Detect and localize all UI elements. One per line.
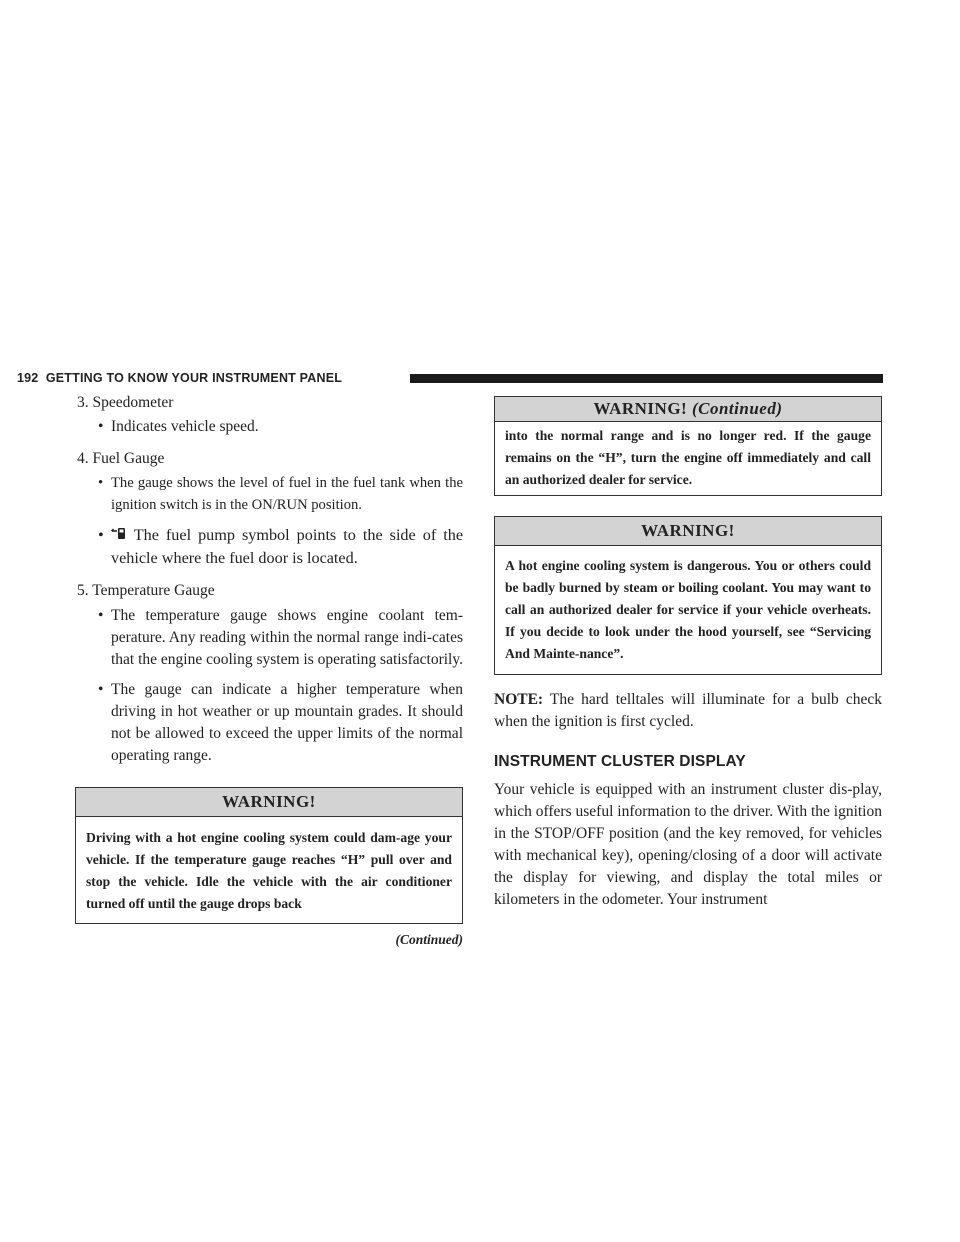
speedometer-bullet <box>75 416 463 438</box>
fuel-bullet-1 <box>75 472 463 516</box>
warning-box-continued <box>494 396 882 496</box>
bullet-dot: • <box>98 526 104 544</box>
fuel-bullet-2 <box>75 524 463 570</box>
warning-title <box>495 397 881 422</box>
cluster-display-paragraph: Your vehicle is equipped with an instrument cluster dis-play, which offers useful information to the driver. With the ignition in the STOP/OFF position (and the key removed, for vehicles with mechanical key), opening/closing of a door will activate the display for viewing, and display the total miles or kilometers in the odometer. Your instrument <box>494 781 882 908</box>
bullet-dot: • <box>98 681 104 698</box>
header-rule <box>410 374 883 383</box>
note-text: The hard telltales will illuminate for a bulb check when the ignition is first cycled. <box>494 691 882 730</box>
section-title: INSTRUMENT CLUSTER DISPLAY <box>494 753 746 770</box>
item-temperature-gauge: 5. Temperature Gauge <box>77 582 215 599</box>
warning-text: into the normal range and is no longer red. If the gauge remains on the “H”, turn the engine off immediately and call an authorized dealer for service. <box>505 428 871 487</box>
page-header <box>17 371 883 389</box>
warning-title: WARNING! <box>495 517 881 546</box>
bullet-text: The gauge shows the level of fuel in the fuel tank when the ignition switch is in the ON/RUN position. <box>111 475 463 513</box>
left-column <box>75 392 463 948</box>
note-paragraph <box>494 689 882 733</box>
bullet-text: The gauge can indicate a higher temperature when driving in hot weather or up mountain grades. It should not be allowed to exceed the upper limits of the normal operating range. <box>111 681 463 764</box>
continued-label: (Continued) <box>395 932 463 947</box>
chapter-title: GETTING TO KNOW YOUR INSTRUMENT PANEL <box>45 371 343 385</box>
temp-bullet-2 <box>75 679 463 767</box>
warning-title-suffix: (Continued) <box>691 399 783 418</box>
warning-box-dangerous <box>494 516 882 675</box>
warning-title-text: WARNING! <box>593 399 688 418</box>
warning-text: A hot engine cooling system is dangerous. You or others could be badly burned by steam or boiling coolant. You may want to call an authorized dealer for service if your vehicle overheats. If you decide to look under the hood yourself, see “Servicing And Mainte-nance”. <box>505 558 871 661</box>
right-column <box>494 392 882 911</box>
bullet-text: The temperature gauge shows engine coolant tem-perature. Any reading within the normal range indi-cates that the engine cooling system is operating satisfactorily. <box>111 607 463 668</box>
item-fuel-gauge: 4. Fuel Gauge <box>77 450 165 467</box>
bullet-text: Indicates vehicle speed. <box>111 418 259 435</box>
warning-text: Driving with a hot engine cooling system could dam-age your vehicle. If the temperature gauge reaches “H” pull over and stop the vehicle. Idle the vehicle with the air conditioner turned off until the gauge drops back <box>86 830 452 911</box>
item-speedometer: 3. Speedometer <box>77 394 174 411</box>
note-label: NOTE: <box>494 691 544 708</box>
bullet-dot: • <box>98 418 104 435</box>
temp-bullet-1 <box>75 605 463 671</box>
warning-box-hot-engine <box>75 787 463 924</box>
bullet-dot: • <box>98 475 104 491</box>
warning-title: WARNING! <box>76 788 462 817</box>
page-header-text <box>17 371 342 385</box>
page-number: 192 <box>17 371 39 385</box>
bullet-text: The fuel pump symbol points to the side of the vehicle where the fuel door is located. <box>111 526 464 567</box>
bullet-dot: • <box>98 607 104 624</box>
fuel-pump-icon <box>111 527 127 541</box>
